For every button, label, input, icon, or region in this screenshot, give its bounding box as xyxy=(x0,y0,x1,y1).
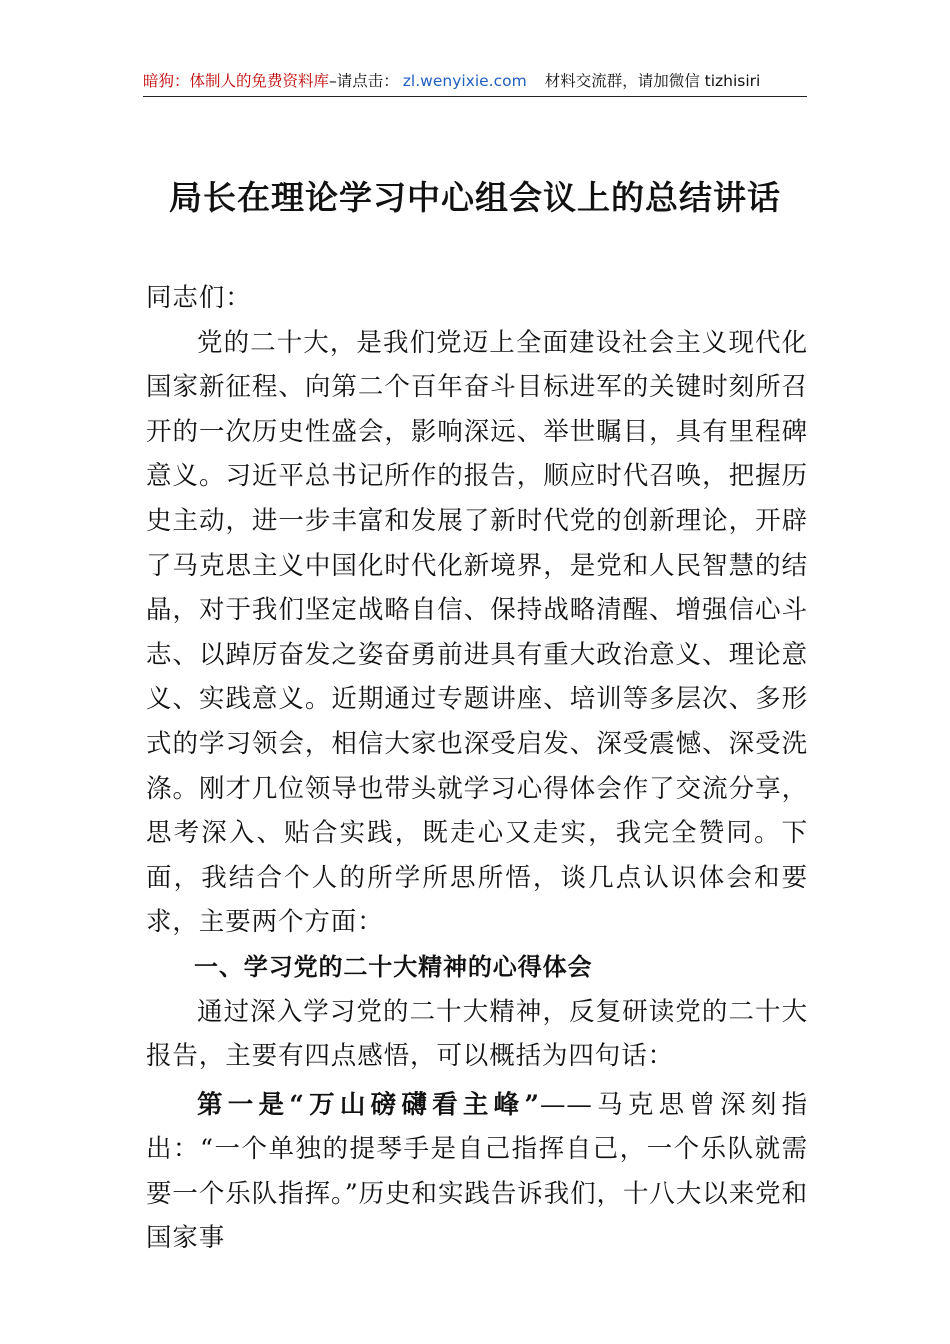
point-1-lead: 第一是“万山磅礴看主峰” xyxy=(197,1089,540,1120)
paragraph-summary: 通过深入学习党的二十大精神，反复研读党的二十大报告，主要有四点感悟，可以概括为四句话： xyxy=(146,996,808,1072)
header-brand-text: 暗狗：体制人的免费资料库 xyxy=(143,72,330,90)
header-link-prefix: –请点击： xyxy=(329,72,399,90)
paragraph-point-1 xyxy=(146,1083,808,1261)
section-heading-1: 一、学习党的二十大精神的心得体会 xyxy=(194,952,593,981)
page-header-banner xyxy=(143,66,807,97)
point-1-text: ——马克思曾深刻指出：“一个单独的提琴手是自己指挥自己，一个乐队就需要一个乐队指挥。”历史和实践告诉我们，十八大以来党和国家事 xyxy=(146,1089,808,1254)
document-title: 局长在理论学习中心组会议上的总结讲话 xyxy=(169,178,781,217)
paragraph-intro: 党的二十大，是我们党迈上全面建设社会主义现代化国家新征程、向第二个百年奋斗目标进军的关键时刻所召开的一次历史性盛会，影响深远、举世瞩目，具有里程碑意义。习近平总书记所作的报告，顺应时代召唤，把握历史主动，进一步丰富和发展了新时代党的创新理论，开辟了马克思主义中国化时代化新境界，是党和人民智慧的结晶，对于我们坚定战略自信、保持战略清醒、增强信心斗志、以踔厉奋发之姿奋勇前进具有重大政治意义、理论意义、实践意义。近期通过专题讲座、培训等多层次、多形式的学习领会，相信大家也深受启发、深受震憾、深受洗涤。刚才几位领导也带头就学习心得体会作了交流分享，思考深入、贴合实践，既走心又走实，我完全赞同。下面，我结合个人的所学所思所悟，谈几点认识体会和要求，主要两个方面： xyxy=(146,327,808,938)
header-wechat-note: 材料交流群，请加微信 tizhisiri xyxy=(544,72,761,90)
header-website-link[interactable]: zl.wenyixie.com xyxy=(402,72,527,90)
salutation: 同志们： xyxy=(146,283,252,313)
document-body xyxy=(146,276,808,1261)
